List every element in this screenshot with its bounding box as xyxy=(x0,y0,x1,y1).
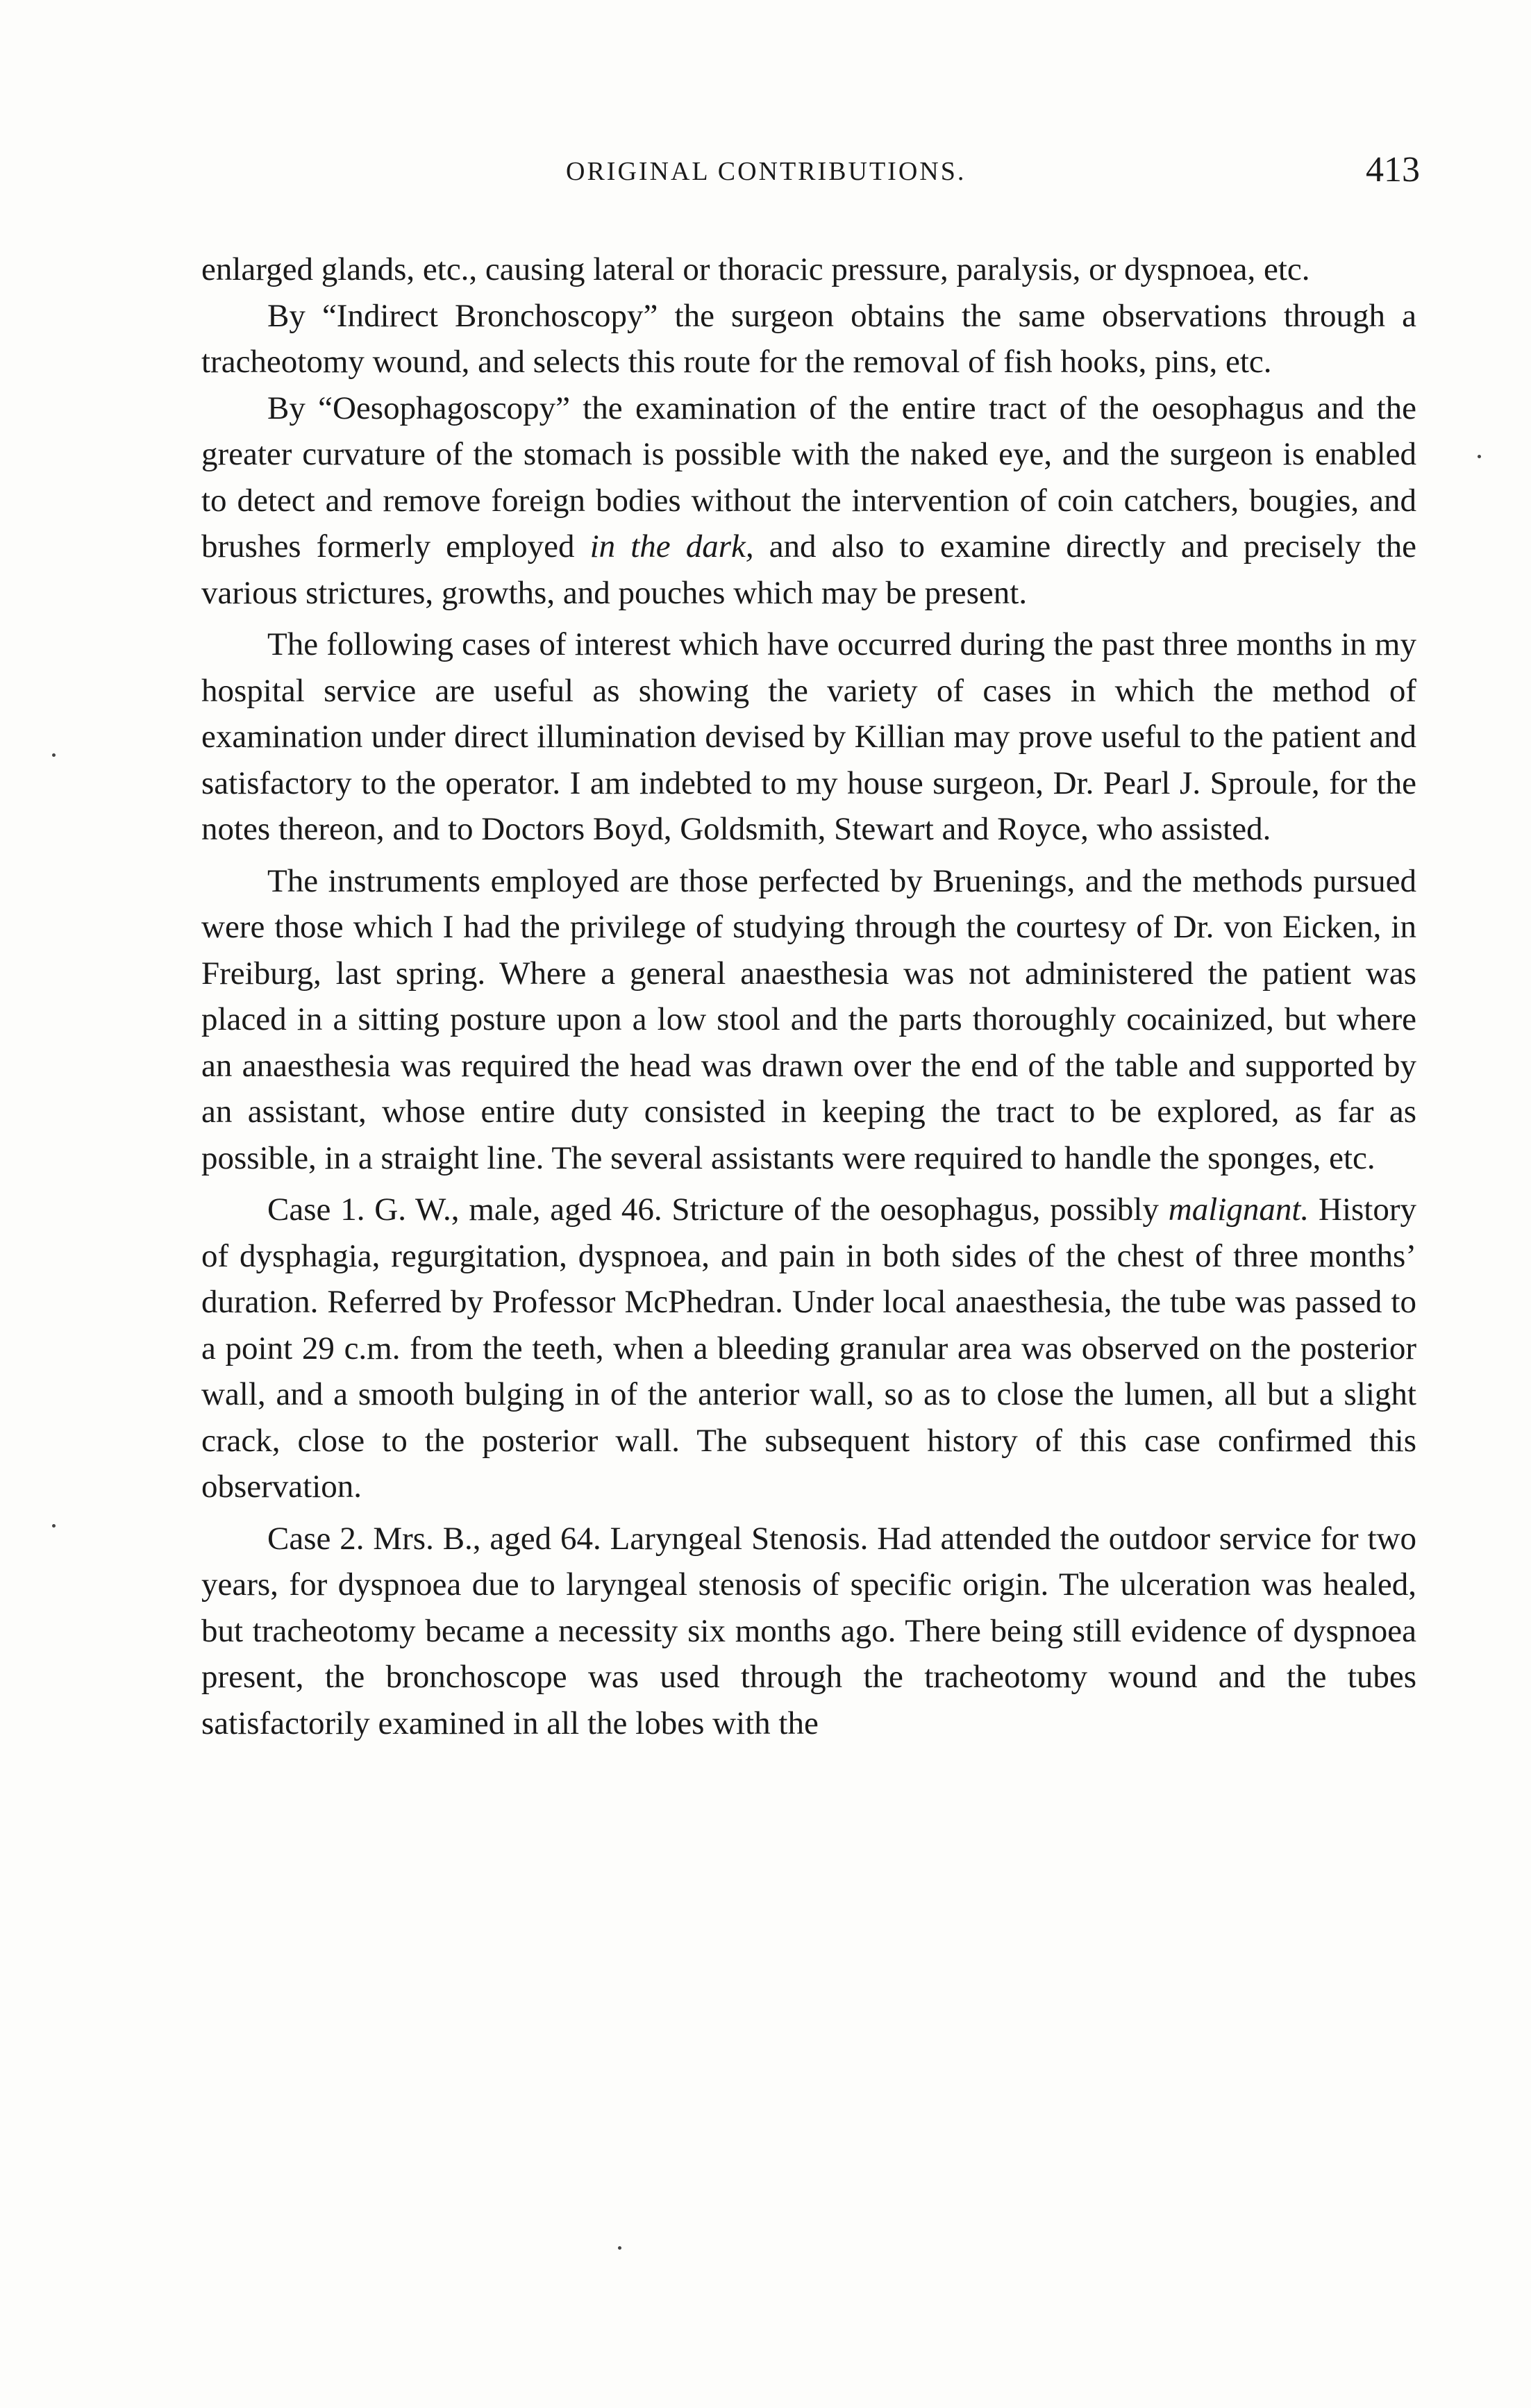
print-speck xyxy=(1478,455,1481,458)
paragraph-instruments: The instruments employed are those perfected by Bruenings, and the methods pursued were those which I had the privilege of studying through the courtesy of Dr. von Eicken, in Freiburg, last spring. Where a general anaesthesia was not administered the patient was placed in a sitting posture upon a low stool and the parts thoroughly cocainized, but where an anaesthesia was required the head was drawn over the end of the table and supported by an assistant, whose entire duty consisted in keeping the tract to be explored, as far as possible, in a straight line. The several assistants were required to handle the sponges, etc. xyxy=(201,862,1416,1176)
paragraph-following-cases: The following cases of interest which have occurred during the past three months in my hospital service are useful as showing the variety of cases in which the method of examination under direct illumination devised by Killian may prove useful to the patient and satisfactory to the operator. I am indebted to my house surgeon, Dr. Pearl J. Sproule, for the notes thereon, and to Doctors Boyd, Goldsmith, Stewart and Royce, who assisted. xyxy=(201,626,1416,847)
paragraph-oesophagoscopy-text: By “Oesophagoscopy” the examination of the entire tract of the oesophagus and the greater curvature of the stomach is possible with the naked eye, and the surgeon is enabled to detect and remove foreign bodies without the intervention of coin catchers, bougies, and brushes formerly employed xyxy=(201,390,1416,565)
italic-word-malignant: malignant. xyxy=(1168,1192,1310,1228)
paragraph-continuation: enlarged glands, etc., causing lateral or thoracic pressure, paralysis, or dyspnoea, etc. xyxy=(201,251,1310,287)
paragraph-oesophagoscopy-text-end: and also to examine directly and precisely the various strictures, growths, and pouches which may be present. xyxy=(201,528,1416,611)
paragraph-case-1 xyxy=(201,1187,1416,1510)
print-speck xyxy=(52,1524,56,1528)
running-head: ORIGINAL CONTRIBUTIONS. xyxy=(566,157,967,186)
page-number: 413 xyxy=(1366,150,1420,190)
print-speck xyxy=(618,2246,621,2250)
paragraph-oesophagoscopy xyxy=(201,385,1416,617)
paragraph-case-2: Case 2. Mrs. B., aged 64. Laryngeal Stenosis. Had attended the outdoor service for two years, for dyspnoea due to laryngeal stenosis of specific origin. The ulceration was healed, but tracheotomy became a necessity six months ago. There being still evidence of dyspnoea present, the bronchoscope was used through the tracheotomy wound and the tubes satisfactorily examined in all the lobes with the xyxy=(201,1520,1416,1741)
page-header xyxy=(198,150,1420,205)
case-1-text: Case 1. G. W., male, aged 46. Stricture of the oesophagus, possibly xyxy=(267,1192,1169,1228)
case-1-text-end: History of dysphagia, regurgitation, dyspnoea, and pain in both sides of the chest of three months’ duration. Referred by Professor McPhedran. Under local anaesthesia, the tube was passed to a point 29 c.m. from the teeth, when a bleeding granular area was observed on the posterior wall, and a smooth bulging in of the anterior wall, so as to close the lumen, all but a slight crack, close to the posterior wall. The subsequent history of this case confirmed this observation. xyxy=(201,1192,1417,1505)
body-text xyxy=(201,246,1416,1746)
paragraph-indirect-bronchoscopy: By “Indirect Bronchoscopy” the surgeon obtains the same observations through a tracheotomy wound, and selects this route for the removal of fish hooks, pins, etc. xyxy=(201,297,1416,380)
print-speck xyxy=(52,753,56,757)
italic-phrase-in-the-dark: in the dark, xyxy=(589,528,754,565)
